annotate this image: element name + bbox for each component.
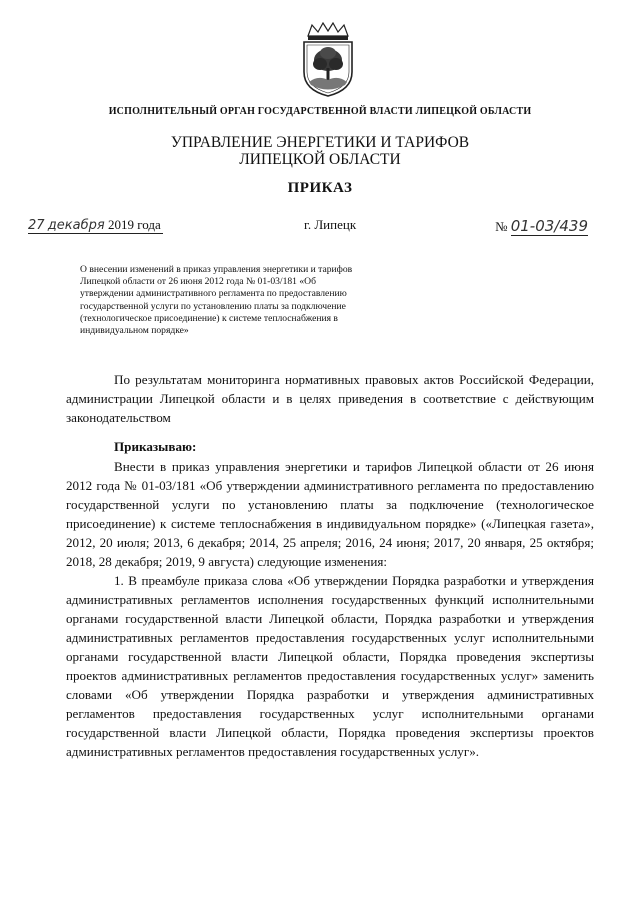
preamble-paragraph: По результатам мониторинга нормативных правовых актов Российской Федерации, администрации Липецкой области и в целях приведения в соответствие с действующим законодательством [66, 372, 594, 425]
department-name-line1: УПРАВЛЕНИЕ ЭНЕРГЕТИКИ И ТАРИФОВ [170, 134, 470, 151]
issuing-authority: ИСПОЛНИТЕЛЬНЫЙ ОРГАН ГОСУДАРСТВЕННОЙ ВЛАСТИ ЛИПЕЦКОЙ ОБЛАСТИ [108, 106, 532, 117]
date-year: 2019 года [107, 217, 161, 232]
city: г. Липецк [304, 217, 357, 232]
order-body [66, 370, 594, 761]
order-number [495, 217, 588, 235]
handwritten-day: 27 [28, 218, 45, 233]
item-1-paragraph: 1. В преамбуле приказа слова «Об утверждении Порядка разработки и утверждения административных регламентов исполнения государственных функций исполнительными органами государственной власти Липецкой области, Порядка разработки и утверждения административных регламентов предоставления государственных услуг исполнительными органами государственной власти Липецкой области, Порядка проведения экспертизы проектов административных регламентов предоставления государственных услуг» заменить словами «Об утверждении Порядка разработки и утверждения административных регламентов предоставления государственных услуг исполнительными органами государственной власти Липецкой области, Порядка проведения экспертизы проектов административных регламентов предоставления государственных услуг». [66, 573, 594, 759]
lipetsk-coat-of-arms-icon [298, 22, 358, 98]
amendment-paragraph: Внести в приказ управления энергетики и тарифов Липецкой области от 26 июня 2012 года № 01-03/181 «Об утверждении административного регламента по предоставлению государственной услуги по установлению платы за подключение (технологическое присоединение) к системе теплоснабжения в индивидуальном порядке» («Липецкая газета», 2012, 20 июля; 2013, 6 декабря; 2014, 25 апреля; 2016, 24 июня; 2017, 20 января, 25 октября; 2018, 28 декабря; 2019, 9 августа) следующие изменения: [66, 459, 594, 569]
handwritten-number: 01-03/439 [510, 217, 588, 235]
handwritten-month: декабря [47, 218, 105, 233]
order-date [28, 217, 163, 234]
number-sign: № [495, 219, 508, 234]
department-name-line2: ЛИПЕЦКОЙ ОБЛАСТИ [239, 151, 401, 168]
document-type-title: ПРИКАЗ [287, 180, 353, 196]
decree-word: Приказываю: [114, 439, 197, 454]
order-subject: О внесении изменений в приказ управления энергетики и тарифов Липецкой области от 26 июня 2012 года № 01-03/181 «Об утверждении административного регламента по предоставлению государственной услуги по установлению платы за подключение (технологическое присоединение) к системе теплоснабжения в индивидуальном порядке» [80, 264, 353, 337]
date-number-row [0, 217, 640, 241]
